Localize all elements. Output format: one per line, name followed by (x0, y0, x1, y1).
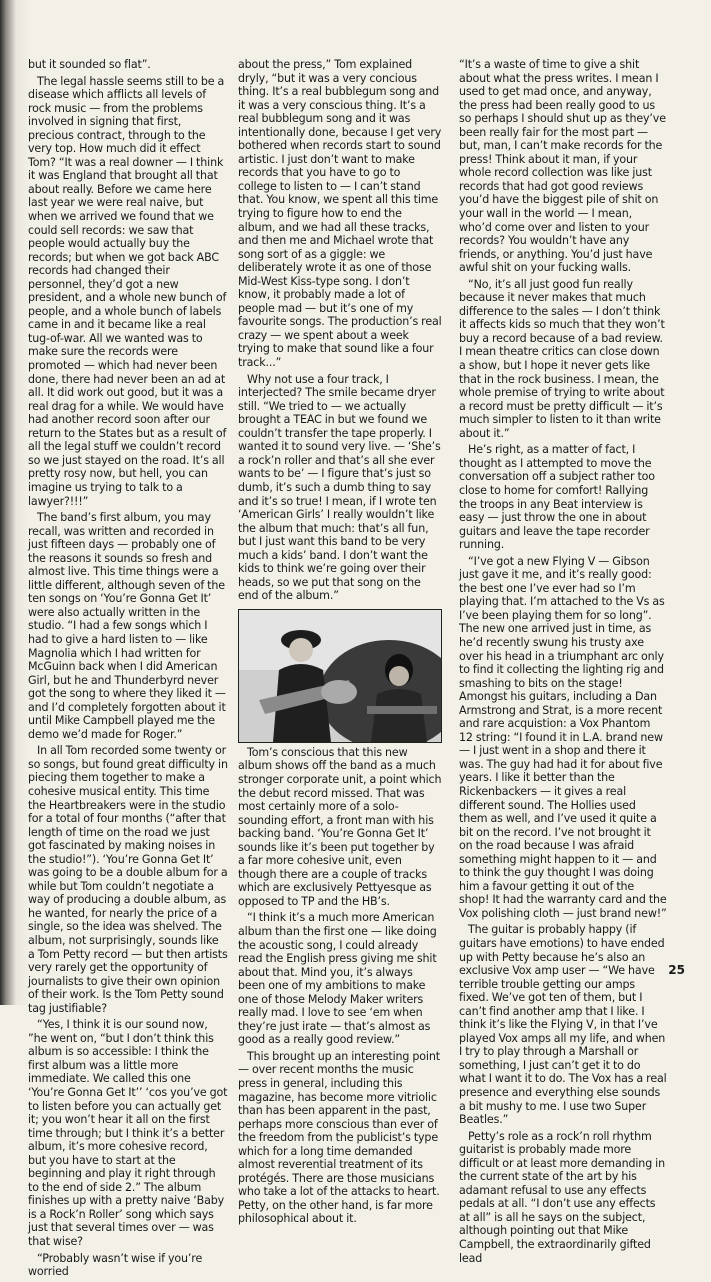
paragraph: “It’s a waste of time to give a shit about what the press writes. I mean I used to get mad once, and anyway, the press had been really good to us so perhaps I should shut up as they’ve been really fair for the most part — but, man, I can’t make records for the press! Think about it man, if your whole record collection was like just records that had got good reviews you’d have the biggest pile of shit on your wall in the world — I mean, who’d come over and listen to your records? You wouldn’t have any friends, or anything. You’d just have awful shit on your fucking walls. (459, 58, 666, 275)
article-column-2 (238, 58, 442, 1229)
paragraph: “I think it’s a much more American album than the first one — like doing the acoustic song, I could already read the English press giving me shit about that. Mind you, it’s always been one of my ambitions to make one of those Melody Maker writers really mad. I love to see ‘em when they’re just irate — that’s almost as good as a really good review.” (238, 911, 437, 1047)
paragraph: but it sounded so flat”. (28, 58, 151, 71)
paragraph: The legal hassle seems still to be a disease which afflicts all levels of rock music — from the problems involved in signing that first, precious contract, through to the very top. How much did it effect Tom? “It was a real downer — I think it was England that brought all that about really. Before we came here last year we were real naive, but when we arrived we found that we could sell records: we saw that people would actually buy the records; but when we got back ABC records had changed their personnel, they’d got a new president, and a whole new bunch of people, and a whole bunch of labels came in and it became like a real tug-of-war. All we wanted was to make sure the records were promoted — which had never been done, there had never been an ad at all. It did work out good, but it was a real drag for a while. We would have had another record soon after our return to the States but as a result of all the legal stuff we couldn’t record so we just stayed on the road. It’s all pretty rosy now, but hell, you can imagine us trying to talk to a lawyer?!!!” (28, 74, 227, 508)
paragraph: “Probably wasn’t wise if you’re worried (28, 1251, 203, 1279)
paragraph: “Yes, I think it is our sound now, ”he went on, “but I don’t think this album is so accessible: I think the first album was a little more immediate. We called this one ‘You’re Gonna Get It’’ ‘cos you’ve got to listen before you can actually get it; you won’t hear it all on the first time through; but I think it’s a better album, it’s more cohesive record, but you have to start at the beginning and play it right through to the end of side 2.” The album finishes up with a pretty naive ‘Baby is a Rock’n Roller’ song which says just that several times over — was that wise? (28, 1018, 228, 1249)
paragraph: In all Tom recorded some twenty or so songs, but found great difficulty in piecing them together to make a cohesive musical entity. This time the Heartbreakers were in the studio for a total of four months (“after that length of time on the road we just got fascinated by making noises in the studio!”). ‘You’re Gonna Get It’ was going to be a double album for a while but Tom couldn’t negotiate a way of producing a double album, as he wanted, for nearly the price of a single, so the idea was shelved. The album, not surprisingly, sounds like a Tom Petty record — but then artists very rarely get the opportunity of journalists to give their own opinion of their work. Is the Tom Petty sound tag justifiable? (28, 744, 228, 1015)
paragraph: Tom’s conscious that this new album shows off the band as a much stronger corporate unit, a point which the debut record missed. That was most certainly more of a solo-sounding effort, a front man with his backing band. ‘You’re Gonna Get It’ sounds like it’s been put together by a far more cohesive unit, even though there are a couple of tracks which are exclusively Pettyesque as opposed to TP and the HB’s. (238, 745, 442, 908)
page-number: 25 (668, 963, 685, 977)
paragraph: Why not use a four track, I interjected? The smile became dryer still. “We tried to — we actually brought a TEAC in but we found we couldn’t transfer the tape properly. I wanted it to sound very live. — ‘She’s a rock’n roller and that’s all she ever wants to be’ — I figure that’s just so dumb, it’s such a dumb thing to say and it’s so true! I mean, if I wrote ten ‘American Girls’ I really wouldn’t like the album that much: that’s all fun, but I just want this band to be very much a kids’ band. I don’t want the kids to think we’re going over their heads, so we put that song on the end of the album.” (238, 372, 441, 603)
band-photo-illustration (239, 610, 441, 742)
paragraph: “I’ve got a new Flying V — Gibson just gave it me, and it’s really good: the best one I’ve ever had so I’m playing that. I’m attached to the Vs as I’ve been playing them for so long”. The new one arrived just in time, as he’d recently swung his trusty axe over his head in a triumphant arc only to find it collecting the lighting rig and smashing to bits on the stage! Amongst his guitars, including a Dan Armstrong and Strat, is a more recent and rare acquistion: a Vox Phantom 12 string: “I found it in L.A. brand new — I just went in a shop and there it was. The guy had had it for about five years. I like it better than the Rickenbackers — it gives a real different sound. The Hollies used them as well, and I’ve used it quite a bit on the record. I’ve not brought it on the road because I was afraid something might happen to it — and to think the guy thought I was doing him a favour getting it out of the shop! It had the warranty card and the Vox polishing cloth — just brand new!” (459, 554, 667, 920)
paragraph: The guitar is probably happy (if guitars have emotions) to have ended up with Petty because he’s also an exclusive Vox amp user — “We have terrible trouble getting our amps fixed. We’ve got ten of them, but I can’t find another amp that I like. I think it’s like the Flying V, in that I’ve played Vox amps all my life, and when I try to play through a Marshall or something, I just can’t get it to do what I want it to do. The Vox has a real presence and everything else sounds a bit mushy to me. I use two Super Beatles.” (459, 923, 667, 1127)
paragraph: He’s right, as a matter of fact, I thought as I attempted to move the conversation off a subject rather too close to home for comfort! Rallying the troops in any Beat interview is easy — just throw the one in about guitars and leave the tape recorder running. (459, 443, 655, 552)
article-column-1 (28, 58, 228, 1282)
paragraph: about the press,” Tom explained dryly, “but it was a very concious thing. It’s a real bubblegum song and it was a very conscious thing. It’s a real bubblegum song and it was intentionally done, because I get very bothered when records start to sound artistic. I just don’t want to make records that you have to go to college to listen to — I can’t stand that. You know, we spent all this time trying to figure how to end the album, and we had all these tracks, and then me and Michael wrote that song sort of as a giggle: we deliberately wrote it as one of those Mid-West Kiss-type song. I don’t know, it probably made a lot of people mad — but it’s one of my favourite songs. The production’s real crazy — we spent about a week trying to make that sound like a four track...” (238, 58, 442, 370)
paragraph: This brought up an interesting point — over recent months the music press in general, including this magazine, has become more vitriolic than has been apparent in the past, perhaps more conscious than ever of the freedom from the publicist’s type which for a long time demanded almost reverential treatment of its protégés. There are those musicians who take a lot of the attacks to heart. Petty, on the other hand, is far more philosophical about it. (238, 1049, 440, 1226)
band-photo (238, 609, 442, 743)
article-column-3 (459, 58, 667, 1268)
paragraph: The band’s first album, you may recall, was written and recorded in just fifteen days — probably one of the reasons it sounds so fresh and almost live. This time things were a little different, although seven of the ten songs on ‘You’re Gonna Get It’ were also actually written in the studio. “I had a few songs which I had to give a hard listen to — like Magnolia which I had written for McGuinn back when I did American Girl, but he and Thunderbyrd never got the song to where they liked it — and I’d completely forgotten about it until Mike Campbell played me the demo we’d made for Roger.” (28, 511, 226, 741)
paragraph: Petty’s role as a rock’n roll rhythm guitarist is probably made more difficult or at least more demanding in the current state of the art by his adamant refusal to use any effects pedals at all. “I don’t use any effects at all” is all he says on the subject, although pointing out that Mike Campbell, the extraordinarily gifted lead (459, 1129, 665, 1265)
paragraph: “No, it’s all just good fun really because it never makes that much difference to the sales — I don’t think it affects kids so much that they won’t buy a record because of a bad review. I mean theatre critics can close down a show, but I hope it never gets like that in the rock business. I mean, the whole premise of trying to write about a record must be pretty difficult — it’s much simpler to listen to it than write about it.” (459, 277, 665, 440)
